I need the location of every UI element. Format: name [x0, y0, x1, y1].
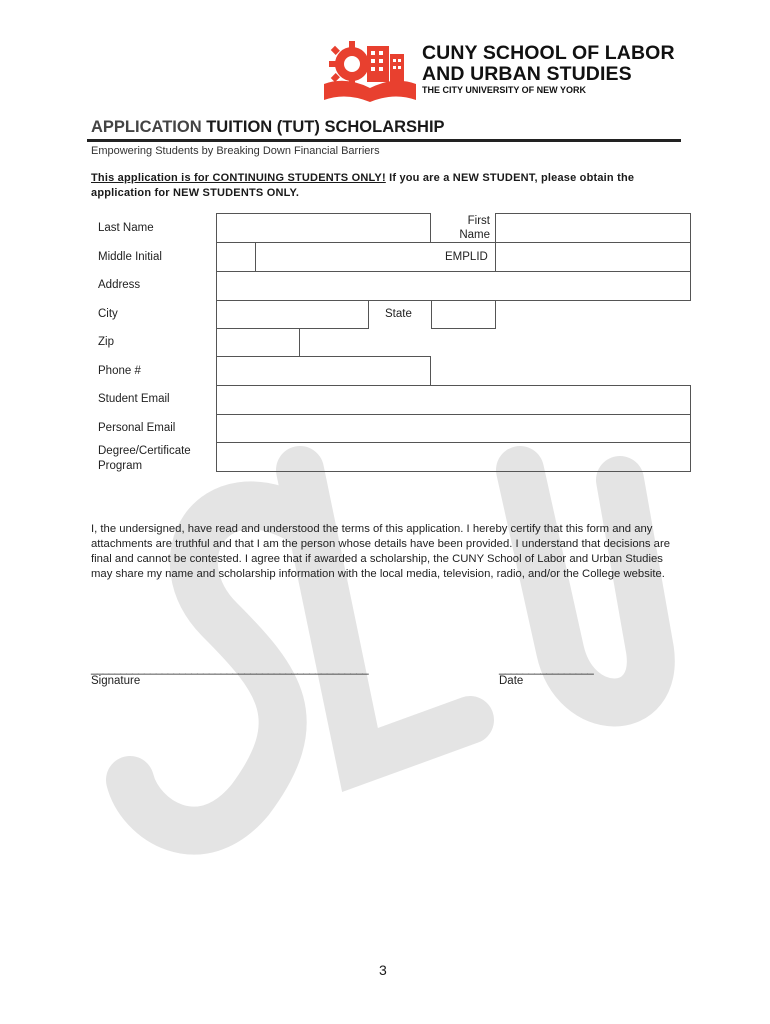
subtitle: Empowering Students by Breaking Down Financial Barriers — [91, 145, 380, 157]
logo-line-3: THE CITY UNIVERSITY OF NEW YORK — [422, 85, 587, 95]
logo-line-2: AND URBAN STUDIES — [422, 63, 632, 85]
middle-initial-label: Middle Initial — [98, 251, 162, 263]
page-title — [91, 118, 445, 137]
last-name-label: Last Name — [98, 222, 154, 234]
continuing-students-notice — [91, 171, 681, 201]
title-rule — [87, 139, 681, 142]
degree-program-label — [98, 444, 191, 474]
first-name-label — [440, 214, 490, 242]
state-field[interactable] — [431, 300, 496, 329]
cuny-slu-logo — [322, 38, 702, 104]
city-label: City — [98, 308, 118, 320]
personal-email-label: Personal Email — [98, 422, 176, 434]
student-email-field[interactable] — [216, 385, 691, 415]
signature-line[interactable]: _______________________________________________ — [91, 663, 369, 675]
date-label: Date — [499, 675, 524, 687]
address-label: Address — [98, 279, 141, 291]
page-number: 3 — [379, 962, 387, 978]
logo-line-1: CUNY SCHOOL OF LABOR — [422, 42, 675, 64]
zip-field[interactable] — [216, 328, 300, 357]
notice-rest: If you are a NEW STUDENT, please obtain the application for NEW STUDENTS ONLY. — [91, 172, 635, 199]
first-name-label-line1: First — [467, 215, 490, 227]
city-field[interactable] — [216, 300, 369, 329]
personal-email-field[interactable] — [216, 414, 691, 443]
degree-label-line1: Degree/Certificate — [98, 445, 191, 457]
degree-program-field[interactable] — [216, 442, 691, 472]
emplid-label: EMPLID — [445, 251, 488, 263]
title-accent: APPLICATION — [91, 118, 202, 136]
student-email-label: Student Email — [98, 393, 170, 405]
state-label: State — [385, 308, 412, 320]
phone-field[interactable] — [216, 356, 431, 386]
first-name-label-line2: Name — [459, 229, 490, 241]
notice-underlined: This application is for CONTINUING STUDENTS ONLY! — [91, 172, 386, 184]
title-main: TUITION (TUT) SCHOLARSHIP — [206, 118, 445, 136]
logo-book-gear-icon — [322, 38, 418, 104]
last-name-field[interactable] — [216, 213, 431, 243]
address-field[interactable] — [216, 271, 691, 301]
zip-label: Zip — [98, 336, 114, 348]
certification-text: I, the undersigned, have read and understood the terms of this application. I hereby certify that this form and any attachments are truthful and that I am the person whose details have been provided. I understand that decisions are final and cannot be contested. I agree that if awarded a scholarship, the CUNY School of Labor and Urban Studies may share my name and scholarship information with the local media, television, radio, and/or the College website. — [91, 523, 671, 580]
date-line[interactable]: ________________ — [499, 663, 594, 675]
middle-initial-field[interactable] — [216, 242, 256, 272]
degree-label-line2: Program — [98, 460, 143, 472]
first-name-field[interactable] — [495, 213, 691, 243]
signature-label: Signature — [91, 675, 141, 687]
emplid-field[interactable] — [495, 242, 691, 272]
phone-label: Phone # — [98, 365, 141, 377]
